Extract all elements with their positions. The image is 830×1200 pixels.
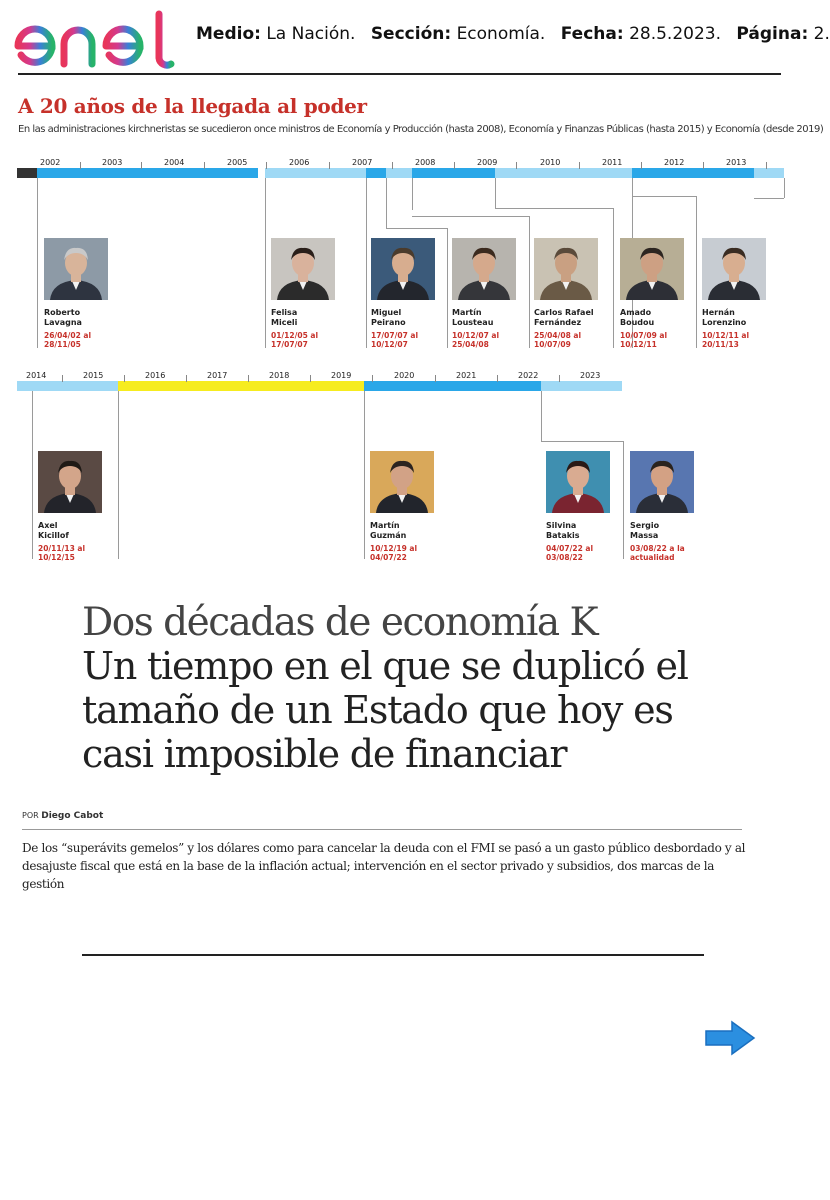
connector-line (412, 178, 413, 210)
year-tick (186, 375, 187, 382)
year-label: 2020 (394, 371, 415, 380)
timeline-title: A 20 años de la llegada al poder (18, 94, 367, 118)
minister-term: actualidad (630, 553, 675, 562)
year-label: 2021 (456, 371, 477, 380)
minister-term: 03/08/22 a la (630, 544, 685, 553)
minister-portrait (271, 238, 335, 300)
minister-name: Roberto (44, 308, 81, 317)
clipping-header (0, 0, 830, 78)
seccion-label: Sección: (370, 24, 452, 44)
connector-line (37, 178, 38, 348)
connector-line (541, 391, 542, 441)
minister-term: 01/12/05 al (271, 331, 319, 340)
header-divider (18, 73, 781, 75)
minister-name: Axel (38, 521, 58, 530)
year-label: 2022 (518, 371, 539, 380)
byline-divider (22, 829, 742, 830)
minister-name: Fernández (534, 318, 582, 327)
minister-name: Lorenzino (702, 318, 747, 327)
timeline-bar-segment (118, 381, 364, 391)
connector-line (118, 391, 119, 559)
connector-line (366, 178, 367, 348)
minister-term: 10/12/07 al (452, 331, 500, 340)
medio-value: La Nación. (266, 24, 356, 44)
minister-portrait (546, 451, 610, 513)
connector-line (32, 391, 33, 559)
minister-term: 10/12/19 al (370, 544, 418, 553)
minister-term: 10/07/09 (534, 340, 571, 349)
timeline-bar-segment (17, 381, 118, 391)
timeline-bar-segment (366, 168, 386, 178)
enel-logo-graphic (14, 8, 186, 68)
year-tick (124, 375, 125, 382)
minister-term: 10/12/07 (371, 340, 408, 349)
year-label: 2016 (145, 371, 166, 380)
portrait-graphic (452, 238, 516, 300)
byline-prefix: POR (22, 811, 39, 820)
year-label: 2017 (207, 371, 228, 380)
year-label: 2005 (227, 158, 248, 167)
connector-line (784, 178, 785, 198)
year-tick (248, 375, 249, 382)
portrait-graphic (370, 451, 434, 513)
minister-term: 20/11/13 al (38, 544, 86, 553)
timeline-bar-segment (412, 168, 495, 178)
minister-portrait (630, 451, 694, 513)
minister-portrait (44, 238, 108, 300)
connector-line (386, 228, 448, 229)
year-tick (204, 162, 205, 169)
portrait-graphic (44, 238, 108, 300)
minister-name: Felisa (271, 308, 298, 317)
minister-term: 10/12/15 (38, 553, 75, 562)
connector-line (754, 198, 784, 199)
byline (22, 811, 103, 821)
connector-line (386, 178, 387, 228)
minister-name: Silvina (546, 521, 577, 530)
year-tick (559, 375, 560, 382)
minister-portrait (452, 238, 516, 300)
pagina-label: Página: (736, 24, 809, 44)
minister-term: 17/07/07 (271, 340, 308, 349)
fecha-value: 28.5.2023. (629, 24, 721, 44)
minister-portrait (371, 238, 435, 300)
portrait-graphic (271, 238, 335, 300)
arrow-right-graphic (704, 1020, 756, 1056)
year-label: 2007 (352, 158, 373, 167)
connector-line (412, 216, 530, 217)
year-tick (266, 162, 267, 169)
year-tick (454, 162, 455, 169)
arrow-right-icon[interactable] (704, 1020, 756, 1056)
timeline-bar-segment (364, 381, 541, 391)
year-label: 2002 (40, 158, 61, 167)
year-tick (80, 162, 81, 169)
clipping-meta (196, 24, 830, 44)
year-label: 2003 (102, 158, 123, 167)
minister-name: Batakis (546, 531, 580, 540)
connector-line (696, 196, 697, 348)
minister-term: 28/11/05 (44, 340, 81, 349)
timeline-bar-segment (17, 168, 37, 178)
timeline-bar-segment (265, 168, 366, 178)
connector-line (541, 441, 624, 442)
timeline-bar-segment (754, 168, 784, 178)
connector-line (364, 391, 365, 559)
minister-term: 03/08/22 (546, 553, 583, 562)
timeline-bar-segment (495, 168, 632, 178)
minister-name: Martín (370, 521, 400, 530)
timeline-bar-segment (37, 168, 258, 178)
connector-line (632, 196, 696, 197)
minister-name: Guzmán (370, 531, 407, 540)
year-tick (703, 162, 704, 169)
year-tick (329, 162, 330, 169)
minister-name: Miceli (271, 318, 298, 327)
minister-portrait (370, 451, 434, 513)
year-label: 2010 (540, 158, 561, 167)
year-label: 2014 (26, 371, 47, 380)
minister-name: Amado (620, 308, 652, 317)
minister-name: Miguel (371, 308, 402, 317)
article-kicker: Dos décadas de economía K (82, 600, 598, 645)
minister-term: 25/04/08 al (534, 331, 582, 340)
timeline-bar-segment (632, 168, 754, 178)
connector-line (613, 208, 614, 348)
connector-line (495, 208, 614, 209)
year-tick (392, 162, 393, 169)
year-label: 2008 (415, 158, 436, 167)
fecha-label: Fecha: (560, 24, 624, 44)
medio-label: Medio: (196, 24, 261, 44)
year-label: 2011 (602, 158, 623, 167)
portrait-graphic (546, 451, 610, 513)
minister-name: Kicillof (38, 531, 69, 540)
minister-term: 17/07/07 al (371, 331, 419, 340)
minister-name: Lousteau (452, 318, 494, 327)
connector-line (265, 178, 266, 348)
minister-term: 10/12/11 (620, 340, 657, 349)
year-tick (372, 375, 373, 382)
minister-name: Sergio (630, 521, 660, 530)
minister-name: Peirano (371, 318, 406, 327)
minister-term: 10/07/09 al (620, 331, 668, 340)
connector-line (623, 441, 624, 559)
year-tick (579, 162, 580, 169)
portrait-graphic (371, 238, 435, 300)
minister-term: 04/07/22 al (546, 544, 594, 553)
timeline-bar-segment (386, 168, 412, 178)
minister-name: Carlos Rafael (534, 308, 594, 317)
minister-portrait (534, 238, 598, 300)
minister-portrait (620, 238, 684, 300)
minister-name: Boudou (620, 318, 655, 327)
minister-term: 25/04/08 (452, 340, 489, 349)
year-tick (435, 375, 436, 382)
minister-portrait (702, 238, 766, 300)
article-headline: Un tiempo en el que se duplicó el tamaño de un Estado que hoy es casi imposible de financiar (82, 644, 688, 776)
year-label: 2009 (477, 158, 498, 167)
minister-term: 20/11/13 (702, 340, 739, 349)
minister-term: 04/07/22 (370, 553, 407, 562)
timeline-subtitle: En las administraciones kirchneristas se sucedieron once ministros de Economía y Producción (hasta 2008), Economía y Finanzas Públicas (hasta 2015) y Economía (desde 2019) (18, 124, 824, 135)
connector-line (495, 178, 496, 208)
connector-line (529, 216, 530, 348)
portrait-graphic (702, 238, 766, 300)
portrait-graphic (620, 238, 684, 300)
enel-logo (14, 8, 186, 68)
year-label: 2006 (289, 158, 310, 167)
year-label: 2019 (331, 371, 352, 380)
article-bottom-divider (82, 954, 704, 956)
minister-name: Martín (452, 308, 482, 317)
year-label: 2012 (664, 158, 685, 167)
year-tick (310, 375, 311, 382)
minister-name: Hernán (702, 308, 735, 317)
year-tick (766, 162, 767, 169)
portrait-graphic (630, 451, 694, 513)
minister-term: 10/12/11 al (702, 331, 750, 340)
year-tick (141, 162, 142, 169)
article-lede: De los “superávits gemelos” y los dólares como para cancelar la deuda con el FMI se pasó a un gasto público desbordado y al desajuste fiscal que está en la base de la inflación actual; intervención en el sector privado y subsidios, dos marcas de la gestión (22, 841, 746, 891)
year-tick (641, 162, 642, 169)
year-label: 2023 (580, 371, 601, 380)
year-tick (62, 375, 63, 382)
minister-name: Massa (630, 531, 659, 540)
year-label: 2004 (164, 158, 185, 167)
minister-term: 26/04/02 al (44, 331, 92, 340)
seccion-value: Economía. (456, 24, 546, 44)
portrait-graphic (38, 451, 102, 513)
timeline-bar-segment (541, 381, 622, 391)
year-label: 2015 (83, 371, 104, 380)
year-tick (516, 162, 517, 169)
byline-author: Diego Cabot (41, 811, 104, 821)
minister-name: Lavagna (44, 318, 82, 327)
year-tick (497, 375, 498, 382)
year-label: 2013 (726, 158, 747, 167)
pagina-value: 2. (813, 24, 830, 44)
year-label: 2018 (269, 371, 290, 380)
connector-line (447, 228, 448, 348)
portrait-graphic (534, 238, 598, 300)
minister-portrait (38, 451, 102, 513)
